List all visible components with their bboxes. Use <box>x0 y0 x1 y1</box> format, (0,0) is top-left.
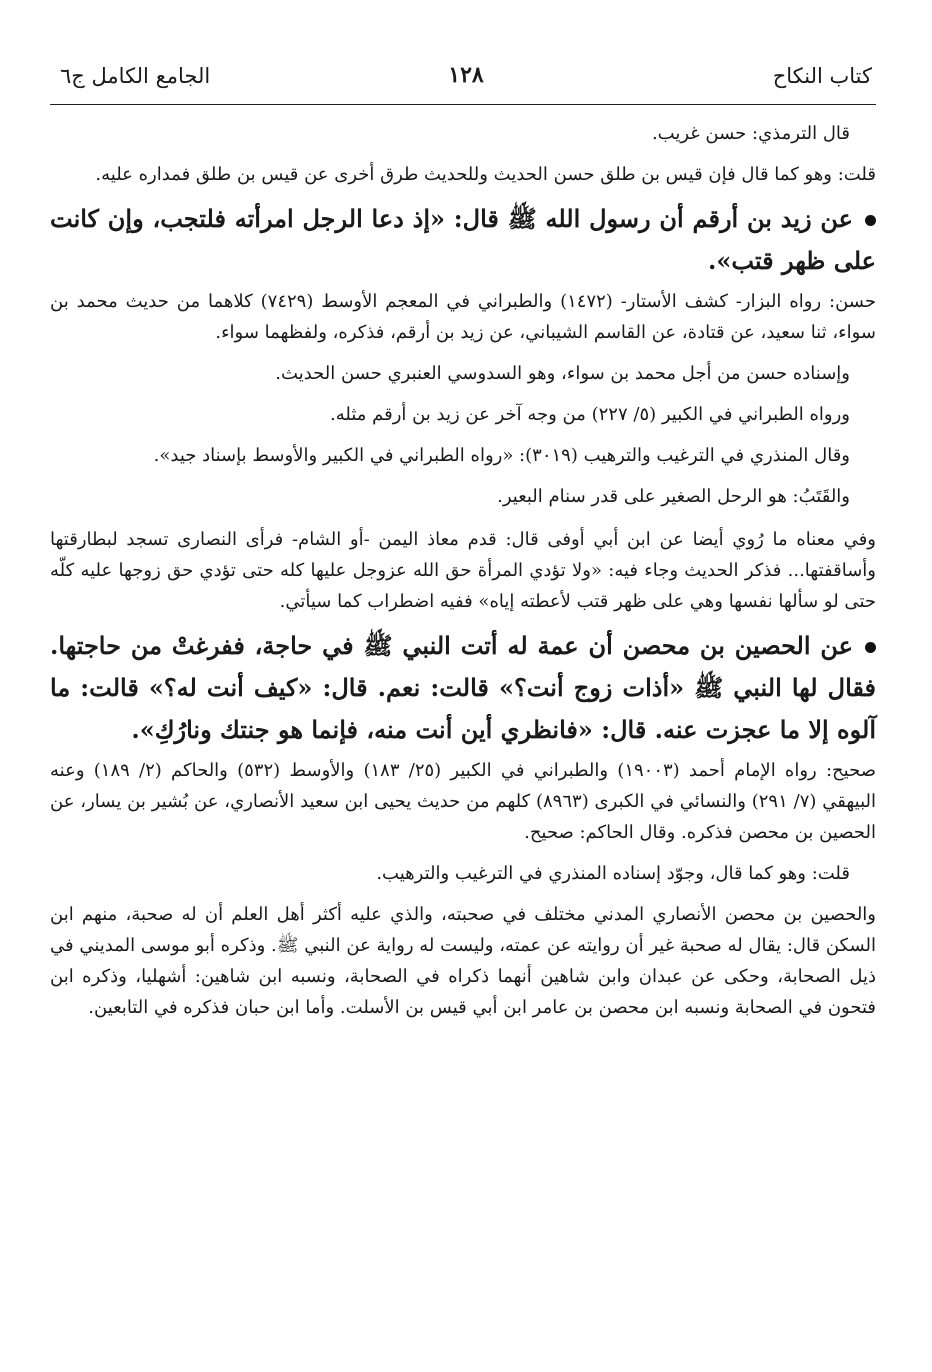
hadith-text: عن زيد بن أرقم أن رسول الله ﷺ قال: «إذ دعا الرجل امرأته فلتجب، وإن كانت على ظهر قتب». <box>50 204 876 275</box>
paragraph-takhrij-sahih: صحيح: رواه الإمام أحمد (١٩٠٠٣) والطبراني في الكبير (٢٥/ ١٨٣) والأوسط (٥٣٢) والحاكم (٢/ ١٨٩) وعنه البيهقي (٧/ ٢٩١) والنسائي في الكبرى (٨٩٦٣) كلهم من حديث يحيى ابن سعيد الأنصاري، عن بُشير بن يسار، عن الحصين بن محصن فذكره. وقال الحاكم: صحيح. <box>50 760 876 843</box>
paragraph-husayn-biography: والحصين بن محصن الأنصاري المدني مختلف في صحبته، والذي عليه أكثر أهل العلم أن له صحبة، منهم ابن السكن قال: يقال له صحبة غير أن روايته عن عمته، وليست له رواية عن النبي ﷺ. وذكره أبو موسى المديني في ذيل الصحابة، وحكى عن عبدان وابن شاهين أنهما ذكراه في الصحابة، ونسبه ابن شاهين: أشهليا، وذكره ابن فتحون في الصحابة ونسبه ابن محصن بن عامر ابن أبي قيس بن الأسلت. وأما ابن حبان فذكره في التابعين. <box>50 904 877 1018</box>
book-title: كتاب النكاح <box>772 64 872 88</box>
hadith-zayd-ibn-arqam <box>50 198 876 282</box>
paragraph-tirmidhi-grade: قال الترمذي: حسن غريب. <box>651 123 850 144</box>
page-number: ١٢٨ <box>448 62 484 88</box>
bullet-icon <box>865 215 876 226</box>
volume-title: الجامع الكامل ج٦ <box>60 64 211 88</box>
paragraph-comment-qays: قلت: وهو كما قال فإن قيس بن طلق حسن الحديث وللحديث طرق أخرى عن قيس بن طلق فمداره عليه. <box>95 164 876 185</box>
paragraph-tabarani: ورواه الطبراني في الكبير (٥/ ٢٢٧) من وجه آخر عن زيد بن أرقم مثله. <box>329 404 850 425</box>
hadith-husayn-ibn-mihsan <box>50 625 876 751</box>
page-header <box>40 58 892 98</box>
paragraph-ibn-abi-awfa: وفي معناه ما رُوي أيضا عن ابن أبي أوفى قال: قدم معاذ اليمن -أو الشام- فرأى النصارى تسجد لبطارقتها وأساقفتها... فذكر الحديث وجاء فيه: «ولا تؤدي المرأة حق الله عزوجل عليها كله حتى تؤدي حق زوجها عليه كلّه حتى لو سألها نفسها وهي على ظهر قتب لأعطته إياه» ففيه اضطراب كما سيأتي. <box>50 529 876 612</box>
paragraph-takhrij-hasan: حسن: رواه البزار- كشف الأستار- (١٤٧٢) والطبراني في المعجم الأوسط (٧٤٢٩) كلاهما من حديث محمد بن سواء، ثنا سعيد، عن قتادة، عن القاسم الشيباني، عن زيد بن أرقم، فذكره، ولفظهما سواء. <box>50 291 876 343</box>
paragraph-qatab-definition: والقَتَبُ: هو الرحل الصغير على قدر سنام البعير. <box>497 486 850 507</box>
paragraph-isnad: وإسناده حسن من أجل محمد بن سواء، وهو السدوسي العنبري حسن الحديث. <box>275 363 850 384</box>
page-body <box>50 118 876 1023</box>
header-rule <box>50 104 876 105</box>
hadith-text: عن الحصين بن محصن أن عمة له أتت النبي ﷺ في حاجة، ففرغتْ من حاجتها. فقال لها النبي ﷺ «أذات زوج أنت؟» قالت: نعم. قال: «كيف أنت له؟» قالت: ما آلوه إلا ما عجزت عنه. قال: «فانظري أين أنت منه، فإنما هو جنتك ونارُكِ». <box>50 631 876 744</box>
bullet-icon <box>865 642 876 653</box>
paragraph-comment-mundhiri: قلت: وهو كما قال، وجوّد إسناده المنذري في الترغيب والترهيب. <box>376 863 850 884</box>
paragraph-mundhiri: وقال المنذري في الترغيب والترهيب (٣٠١٩): «رواه الطبراني في الكبير والأوسط بإسناد جيد». <box>153 445 850 466</box>
